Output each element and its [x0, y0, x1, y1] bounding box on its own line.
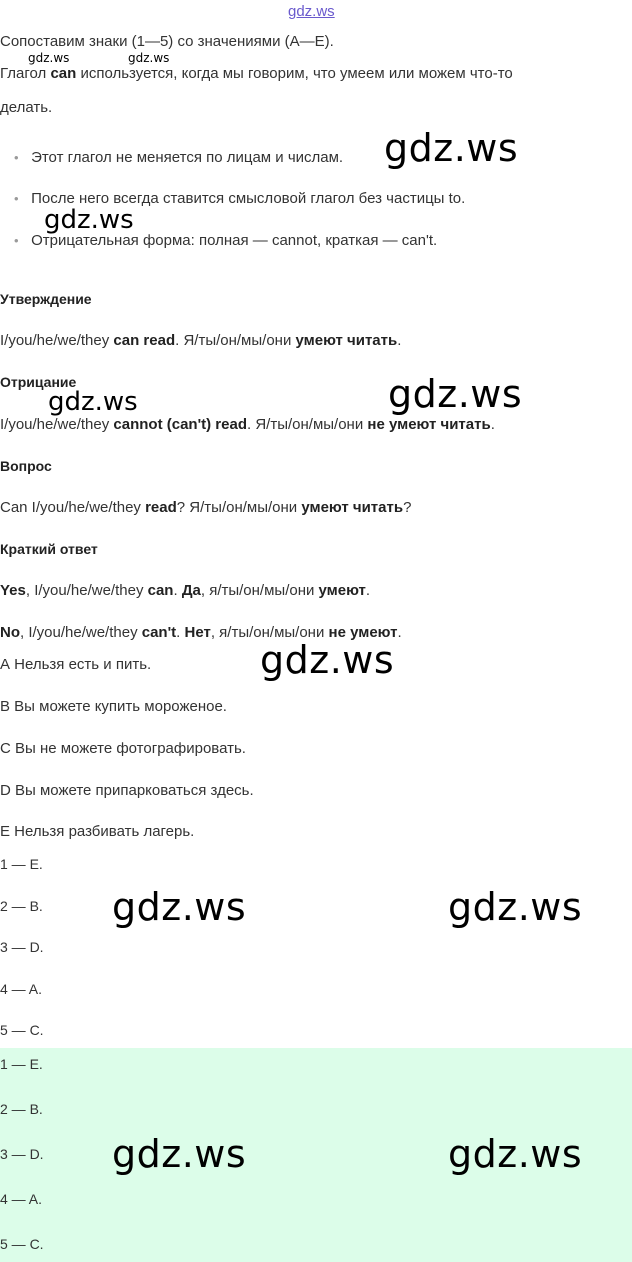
- intro-line-1: Сопоставим знаки (1—5) со значениями (А—Е).: [0, 33, 334, 50]
- answer-item: 4 — A.: [0, 981, 43, 997]
- example-text: .: [397, 332, 402, 349]
- question-example: [0, 499, 411, 516]
- answer-box-item: 5 — C.: [0, 1236, 44, 1252]
- example-bold: cannot (can't) read: [113, 416, 247, 433]
- intro-text: Глагол: [0, 65, 51, 82]
- example-text: , я/ты/он/мы/они: [210, 624, 329, 641]
- meaning-item: С Вы не можете фотографировать.: [0, 740, 246, 757]
- example-text: ? Я/ты/он/мы/они: [176, 499, 302, 516]
- answer-item: 3 — D.: [0, 939, 44, 955]
- example-text: .: [365, 582, 371, 599]
- example-text: .: [173, 582, 182, 599]
- heading-affirmative: Утверждение: [0, 291, 92, 307]
- example-bold: умеют читать: [301, 499, 404, 516]
- example-bold: умеют: [318, 582, 366, 599]
- example-text: .: [397, 624, 402, 641]
- example-text: .: [490, 416, 495, 433]
- answer-box-item: 2 — B.: [0, 1101, 43, 1117]
- bullet-text: Этот глагол не меняется по лицам и числам.: [31, 149, 344, 166]
- short-answer-yes: [0, 582, 370, 599]
- meaning-item: А Нельзя есть и пить.: [0, 656, 152, 673]
- answer-box-item: 4 — A.: [0, 1191, 43, 1207]
- example-text: . Я/ты/он/мы/они: [175, 332, 296, 349]
- answer-item: 2 — B.: [0, 898, 43, 914]
- bullet-dot-icon: •: [14, 191, 19, 206]
- watermark: gdz.ws: [388, 372, 523, 416]
- example-bold: read: [145, 499, 177, 516]
- example-bold: No: [0, 624, 20, 641]
- watermark: gdz.ws: [112, 1132, 247, 1176]
- intro-text: используется, когда мы говорим, что умеем или можем что-то: [76, 65, 513, 82]
- watermark: gdz.ws: [384, 126, 519, 170]
- answer-box-item: 1 — E.: [0, 1056, 43, 1072]
- bullet-text: Отрицательная форма: полная — cannot, краткая — can't.: [31, 232, 438, 249]
- bullet-dot-icon: •: [14, 233, 19, 248]
- intro-bold-can: can: [50, 65, 77, 82]
- example-bold: can read: [113, 332, 176, 349]
- heading-negative: Отрицание: [0, 374, 77, 390]
- meaning-item: Е Нельзя разбивать лагерь.: [0, 823, 195, 840]
- example-bold: умеют читать: [295, 332, 398, 349]
- answer-item: 5 — C.: [0, 1022, 44, 1038]
- bullet-item: [14, 149, 343, 166]
- heading-question: Вопрос: [0, 458, 52, 474]
- answer-item: 1 — E.: [0, 856, 43, 872]
- site-link[interactable]: gdz.ws: [288, 3, 335, 20]
- example-bold: не умеют читать: [367, 416, 491, 433]
- affirmative-example: [0, 332, 401, 349]
- watermark: gdz.ws: [448, 885, 583, 929]
- example-bold: Нет: [184, 624, 211, 641]
- intro-line-2: [0, 65, 513, 82]
- example-text: , я/ты/он/мы/они: [200, 582, 319, 599]
- example-text: Can I/you/he/we/they: [0, 499, 146, 516]
- example-bold: can't: [141, 624, 177, 641]
- example-text: . Я/ты/он/мы/они: [247, 416, 368, 433]
- watermark: gdz.ws: [448, 1132, 583, 1176]
- example-text: ?: [403, 499, 412, 516]
- example-text: I/you/he/we/they: [0, 416, 114, 433]
- meaning-item: В Вы можете купить мороженое.: [0, 698, 227, 715]
- example-bold: Да: [181, 582, 201, 599]
- watermark: gdz.ws: [28, 51, 70, 65]
- example-bold: Yes: [0, 582, 26, 599]
- bullet-dot-icon: •: [14, 150, 19, 165]
- answer-box-item: 3 — D.: [0, 1146, 44, 1162]
- bullet-text: После него всегда ставится смысловой глагол без частицы to.: [31, 190, 466, 207]
- intro-line-3: делать.: [0, 99, 53, 116]
- watermark: gdz.ws: [112, 885, 247, 929]
- heading-short-answer: Краткий ответ: [0, 541, 98, 557]
- example-text: I/you/he/we/they: [0, 332, 114, 349]
- meaning-item: D Вы можете припарковаться здесь.: [0, 782, 254, 799]
- watermark: gdz.ws: [128, 51, 170, 65]
- negative-example: [0, 416, 495, 433]
- example-text: , I/you/he/we/they: [20, 624, 142, 641]
- watermark: gdz.ws: [48, 387, 138, 417]
- watermark: gdz.ws: [44, 205, 134, 235]
- example-bold: can: [147, 582, 174, 599]
- example-text: , I/you/he/we/they: [25, 582, 148, 599]
- example-bold: не умеют: [328, 624, 398, 641]
- watermark: gdz.ws: [260, 638, 395, 682]
- example-text: .: [176, 624, 185, 641]
